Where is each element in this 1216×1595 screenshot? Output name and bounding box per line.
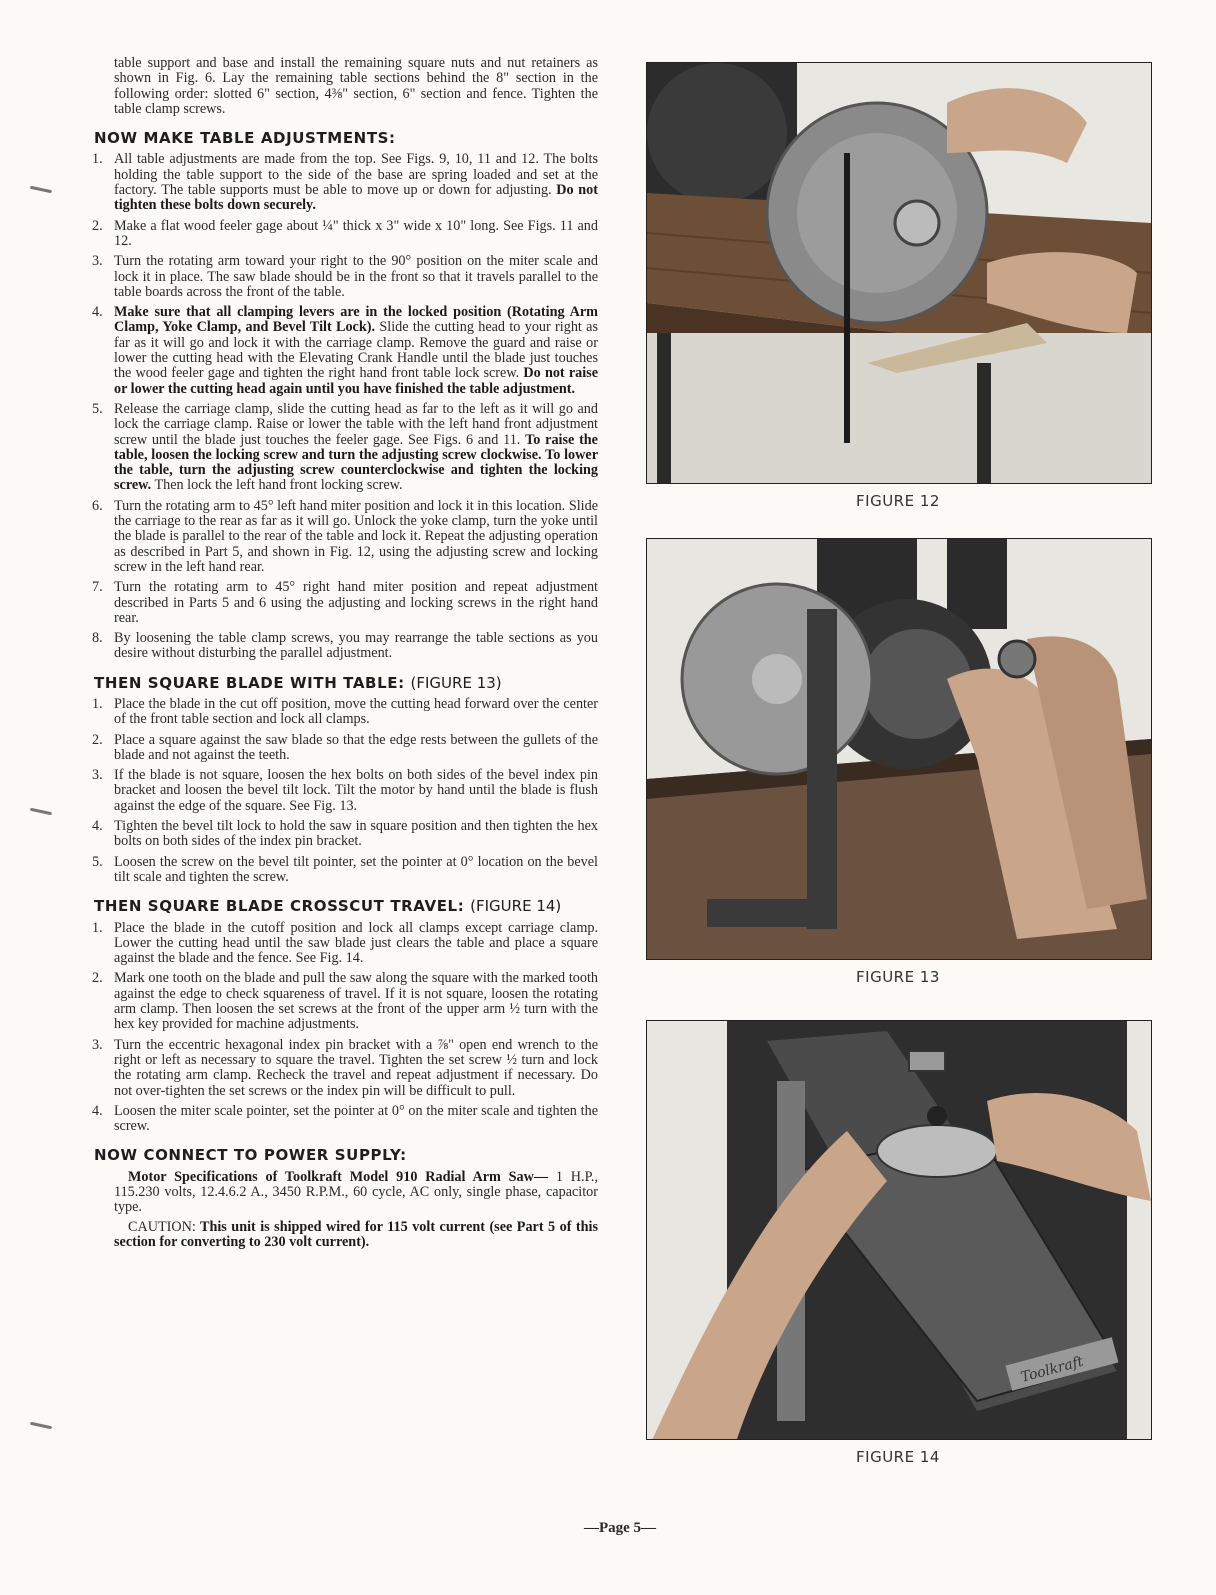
item-number: 5. <box>92 400 103 417</box>
list-item <box>92 1036 598 1099</box>
item-bold-text: Do not tighten these bolts down securely. <box>114 182 598 214</box>
page-number: —Page 5— <box>583 1520 657 1536</box>
intro-paragraph: table support and base and install the remaining square nuts and nut retainers as shown in Fig. 6. Lay the remaining table sections behind the 8" section in the following order: slotted 6" section, 4⅜" section, 6" section and fence. Tighten the table clamp screws. <box>114 55 598 117</box>
list-item <box>92 579 598 626</box>
item-text: Turn the rotating arm to 45° right hand miter position and repeat adjustment described in Parts 5 and 6 using the adjusting and locking screws in the right hand rear. <box>114 579 598 626</box>
list-item <box>92 497 598 575</box>
motor-spec-text: 1 H.P., 115.230 volts, 12.4.6.2 A., 3450 R.P.M., 60 cycle, AC only, single phase, capacitor type. <box>114 1168 598 1216</box>
fig14-brand-plate: Toolkraft <box>1019 1353 1086 1386</box>
list-item <box>92 767 598 814</box>
list-item <box>92 217 598 250</box>
item-number: 1. <box>92 695 103 712</box>
margin-mark <box>30 808 52 816</box>
item-text: Mark one tooth on the blade and pull the saw along the square with the marked tooth against the edge to check squareness of travel. If it is not square, loosen the rotating arm clamp. Then loosen the set screws at the front of the upper arm ½ turn with the hex key provided for machine adjustments. <box>114 970 598 1033</box>
list-item <box>92 818 598 850</box>
list-item <box>92 151 598 214</box>
item-text: Turn the rotating arm toward your right to the 90° position on the miter scale and lock it in place. The saw blade should be in the front so that it travels parallel to the table boards across the front of the table. <box>114 253 598 300</box>
item-text: Place a square against the saw blade so that the edge rests between the gullets of the blade and not against the teeth. <box>114 731 598 763</box>
item-number: 8. <box>92 630 103 647</box>
item-text: Loosen the screw on the bevel tilt pointer, set the pointer at 0° location on the bevel tilt scale and tighten the screw. <box>114 853 598 885</box>
table-adjustments-list <box>92 151 599 662</box>
list-item <box>92 630 598 662</box>
figure-14-caption: FIGURE 14 <box>856 1448 940 1466</box>
list-item <box>92 304 599 397</box>
item-number: 3. <box>92 1036 103 1053</box>
item-text: Release the carriage clamp, slide the cutting head as far to the left as it will go and lock the carriage clamp. Raise or lower the table with the left hand front adjustment screw until the blade just touches the feeler gage. See Figs. 6 and 11. <box>114 400 598 448</box>
item-number: 1. <box>92 919 103 936</box>
item-text: Tighten the bevel tilt lock to hold the saw in square position and then tighten the hex bolts on both sides of the index pin bracket. <box>114 818 598 850</box>
item-number: 5. <box>92 853 103 870</box>
item-number: 7. <box>92 579 103 596</box>
figure-12-illustration <box>647 63 1151 483</box>
item-number: 3. <box>92 253 103 270</box>
list-item <box>92 1102 598 1135</box>
item-number: 2. <box>92 970 103 987</box>
caution-note <box>114 1220 598 1251</box>
item-bold-text: Make sure that all clamping levers are in the locked position (Rotating Arm Clamp, Yoke Clamp, and Bevel Tilt Lock). <box>114 304 598 336</box>
caution-text: This unit is shipped wired for 115 volt current (see Part 5 of this section for converting to 230 volt current). <box>114 1218 598 1250</box>
crosscut-travel-list <box>92 919 598 1135</box>
section-heading-square-blade-table <box>94 673 598 692</box>
item-text: All table adjustments are made from the top. See Figs. 9, 10, 11 and 12. The bolts holding the table support to the side of the base are spring loaded and set at the factory. The table supports must be able to move up or down for adjusting. <box>114 151 598 199</box>
item-text: Place the blade in the cut off position, move the cutting head forward over the center of the front table section and lock all clamps. <box>114 695 598 728</box>
motor-specifications <box>114 1170 598 1216</box>
figure-13-caption: FIGURE 13 <box>856 968 940 986</box>
list-item <box>92 400 598 494</box>
figure-14-photo <box>646 1020 1152 1440</box>
heading-figure-ref: (FIGURE 14) <box>470 897 562 916</box>
margin-mark <box>30 1422 52 1430</box>
list-item <box>92 253 598 300</box>
figure-12-photo <box>646 62 1152 484</box>
margin-mark <box>30 186 52 194</box>
heading-figure-ref: (FIGURE 13) <box>410 673 502 692</box>
list-item <box>92 695 598 728</box>
figure-14-illustration <box>647 1021 1151 1439</box>
item-number: 6. <box>92 497 103 514</box>
section-heading-power-supply <box>94 1148 598 1163</box>
text-column <box>92 55 599 1254</box>
list-item <box>92 731 598 764</box>
figure-13-illustration <box>647 539 1151 959</box>
figure-12-caption: FIGURE 12 <box>856 492 940 510</box>
item-text: If the blade is not square, loosen the hex bolts on both sides of the bevel index pin bracket and loosen the bevel tilt lock. Tilt the motor by hand until the blade is flush against the edge of the square. See Fig. 13. <box>114 767 598 814</box>
list-item <box>92 853 598 886</box>
section-heading-table-adjustments <box>94 131 598 146</box>
item-text: Slide the cutting head to your right as far as it will go and lock it with the carriage clamp. Remove the guard and raise or lower the cutting head with the Elevating Crank Handle until the blade just touches the wood feeler gage and tighten the right hand front table lock screw. <box>114 319 599 382</box>
item-number: 2. <box>92 217 103 234</box>
heading-text: THEN SQUARE BLADE CROSSCUT TRAVEL: <box>94 897 465 916</box>
item-number: 4. <box>92 1102 103 1119</box>
list-item <box>92 919 598 967</box>
item-bold-text: To raise the table, loosen the locking screw and turn the adjusting screw clockwise. To lower the table, turn the adjusting screw counterclockwise and tighten the locking screw. <box>114 431 598 494</box>
heading-text: NOW MAKE TABLE ADJUSTMENTS: <box>94 129 396 148</box>
caution-label: CAUTION: <box>128 1218 196 1235</box>
item-text: Make a flat wood feeler gage about ¼" thick x 3" wide x 10" long. See Figs. 11 and 12. <box>114 217 598 249</box>
item-text: Turn the rotating arm to 45° left hand miter position and lock it in this location. Slide the carriage to the rear as far as it will go. Unlock the yoke clamp, turn the yoke until the blade is parallel to the rear of the table and lock it. Repeat the adjusting operation as described in Part 5, and shown in Fig. 12, using the adjusting screw and locking screw in the left hand rear. <box>114 497 598 575</box>
item-number: 2. <box>92 731 103 748</box>
item-text: Then lock the left hand front locking screw. <box>151 477 403 494</box>
list-item <box>92 970 598 1033</box>
square-blade-table-list <box>92 695 598 885</box>
item-text: By loosening the table clamp screws, you may rearrange the table sections as you desire without disturbing the parallel adjustment. <box>114 630 598 662</box>
heading-text: NOW CONNECT TO POWER SUPPLY: <box>94 1146 407 1165</box>
item-text: Place the blade in the cutoff position and lock all clamps except carriage clamp. Lower the cutting head until the saw blade just clears the table and place a square against the blade and the fence. See Fig. 14. <box>114 919 598 967</box>
item-number: 1. <box>92 151 103 168</box>
item-number: 4. <box>92 818 103 835</box>
item-number: 4. <box>92 304 103 321</box>
figure-13-photo <box>646 538 1152 960</box>
section-heading-crosscut-travel <box>94 899 598 914</box>
item-text: Loosen the miter scale pointer, set the pointer at 0° on the miter scale and tighten the screw. <box>114 1102 598 1135</box>
heading-text: THEN SQUARE BLADE WITH TABLE: <box>94 673 405 692</box>
item-number: 3. <box>92 767 103 784</box>
motor-spec-label: Motor Specifications of Toolkraft Model 910 Radial Arm Saw— <box>128 1168 549 1185</box>
item-text: Turn the eccentric hexagonal index pin bracket with a ⅞" open end wrench to the right or left as necessary to square the travel. Tighten the set screw ½ turn and lock the rotating arm clamp. Recheck the travel and repeat adjustment if necessary. Do not over-tighten the set screws or the index pin will be difficult to pull. <box>114 1036 598 1099</box>
item-bold-text: Do not raise or lower the cutting head again until you have finished the table adjustment. <box>114 365 599 397</box>
